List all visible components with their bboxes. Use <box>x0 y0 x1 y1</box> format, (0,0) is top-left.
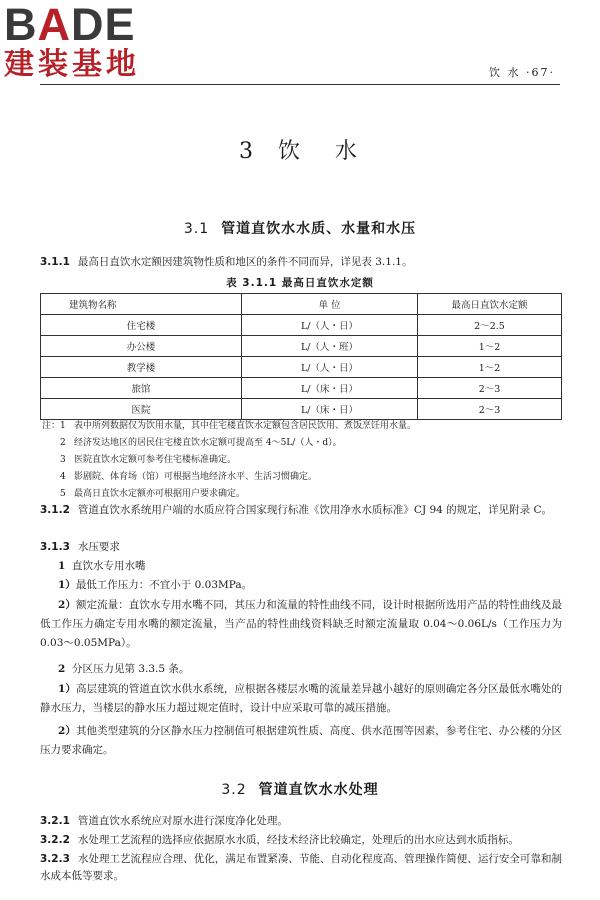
cell-quota: 2～3 <box>418 399 562 420</box>
table-header-row <box>41 294 562 315</box>
header-building: 建筑物名称 <box>41 294 242 315</box>
cell-building: 办公楼 <box>41 336 242 357</box>
publisher-logo <box>4 2 174 82</box>
header-rule <box>40 84 560 85</box>
section-3-2-title: 3.2 管道直饮水水处理 <box>221 782 379 798</box>
item-2-1: 1）高层建筑的管道直饮水供水系统，应根据各楼层水嘴的流量差异越小越好的原则确定各分区最低水嘴处的静水压力，当楼层的静水压力超过规定值时，设计中应采取可靠的减压措施。 <box>40 683 563 714</box>
clause-3-1-1: 3.1.1 最高日直饮水定额因建筑物性质和地区的条件不同而异，详见表 3.1.1。 <box>40 256 413 268</box>
note-item: 5 最高日直饮水定额亦可根据用户要求确定。 <box>60 489 246 499</box>
cell-quota: 2～2.5 <box>418 315 562 336</box>
table-caption: 表 3.1.1 最高日直饮水定额 <box>226 277 374 289</box>
header-quota: 最高日直饮水定额 <box>418 294 562 315</box>
note-item: 3 医院直饮水定额可参考住宅楼标准确定。 <box>60 455 237 465</box>
header-unit: 单 位 <box>242 294 418 315</box>
cell-unit: L/（床・日） <box>242 399 418 420</box>
table-row <box>41 399 562 420</box>
cell-building: 住宅楼 <box>41 315 242 336</box>
notes-label: 注： <box>42 421 61 431</box>
note-item: 2 经济发达地区的居民住宅楼直饮水定额可提高至 4～5L/（人・d）。 <box>60 438 342 448</box>
item-1-2: 2）额定流量：直饮水专用水嘴不同，其压力和流量的特性曲线不同，设计时根据所选用产品的特性曲线及最低工作压力确定专用水嘴的额定流量，当产品的特性曲线资料缺乏时额定流量取 0.04～0.06L/s（工作压力为 0.03～0.05MPa）。 <box>40 599 563 649</box>
cell-unit: L/（床・日） <box>242 378 418 399</box>
note-item: 注： 1 表中所列数据仅为饮用水量，其中住宅楼直饮水定额包含居民饮用、煮饭烹饪用水量。 <box>56 418 556 435</box>
running-head: 饮 水 ·67· <box>489 66 555 79</box>
cell-quota: 1～2 <box>418 336 562 357</box>
table-notes <box>42 418 556 503</box>
table-row <box>41 336 562 357</box>
table-row <box>41 357 562 378</box>
item-1-1: 1）最低工作压力：不宜小于 0.03MPa。 <box>58 579 253 591</box>
note-item: 4 影剧院、体育场（馆）可根据当地经济水平、生活习惯确定。 <box>60 472 318 482</box>
clause-3-1-2: 3.1.2 管道直饮水系统用户端的水质应符合国家现行标准《饮用净水水质标准》CJ 94 的规定，详见附录 C。 <box>40 504 553 516</box>
cell-unit: L/（人・班） <box>242 336 418 357</box>
cell-quota: 1～2 <box>418 357 562 378</box>
table-row <box>41 378 562 399</box>
clause-3-2-1: 3.2.1 管道直饮水系统应对原水进行深度净化处理。 <box>40 815 288 827</box>
clause-3-1-3: 3.1.3 水压要求 <box>40 541 120 553</box>
cell-unit: L/（人・日） <box>242 357 418 378</box>
cell-unit: L/（人・日） <box>242 315 418 336</box>
section-3-1-title: 3.1 管道直饮水水质、水量和水压 <box>183 221 417 237</box>
cell-building: 旅馆 <box>41 378 242 399</box>
cell-building: 医院 <box>41 399 242 420</box>
logo-wordmark: BADE <box>4 0 136 50</box>
item-2: 2 分区压力见第 3.3.5 条。 <box>58 663 190 675</box>
chapter-title: 3 饮 水 <box>238 139 362 164</box>
logo-subtitle: 建装基地 <box>4 47 140 82</box>
table-row <box>41 315 562 336</box>
item-1: 1 直饮水专用水嘴 <box>58 560 146 572</box>
item-2-2: 2）其他类型建筑的分区静水压力控制值可根据建筑性质、高度、供水范围等因素，参考住宅、办公楼的分区压力要求确定。 <box>40 725 563 756</box>
clause-3-2-2: 3.2.2 水处理工艺流程的选择应依据原水水质，经技术经济比较确定，处理后的出水应达到水质指标。 <box>40 834 519 846</box>
clause-3-2-3: 3.2.3 水处理工艺流程应合理、优化，满足布置紧凑、节能、自动化程度高、管理操作简便、运行安全可靠和制水成本低等要求。 <box>40 853 562 882</box>
cell-quota: 2～3 <box>418 378 562 399</box>
water-quota-table <box>40 293 562 420</box>
cell-building: 教学楼 <box>41 357 242 378</box>
